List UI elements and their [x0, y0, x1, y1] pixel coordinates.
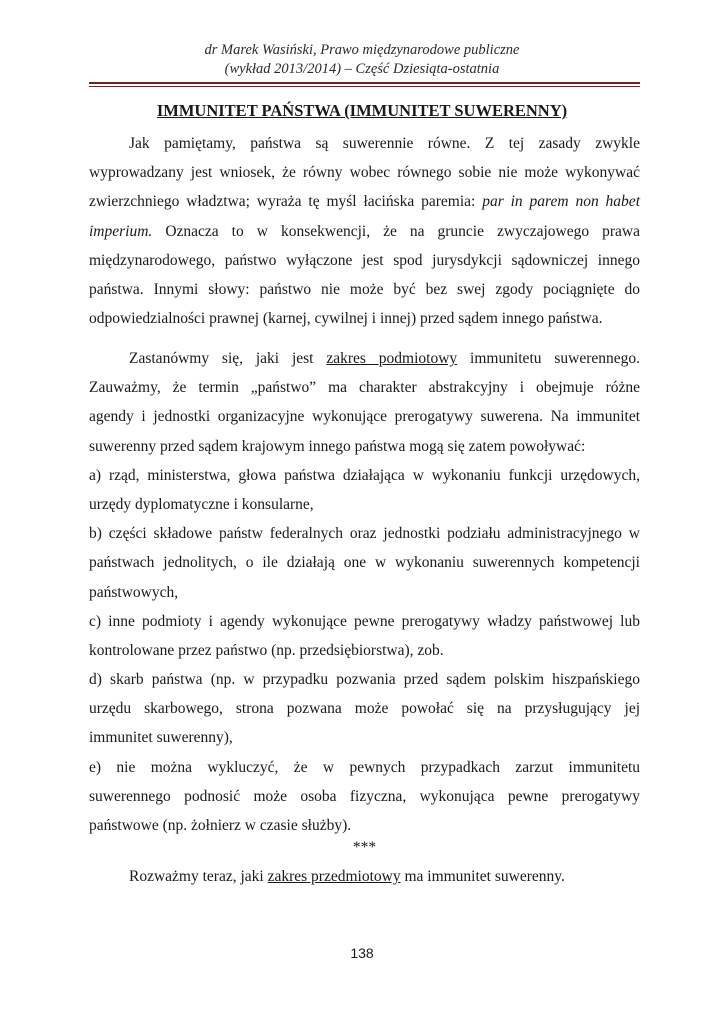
text-line: [89, 187, 640, 216]
text-line: Jak pamiętamy, państwa są suwerennie równe. Z tej zasady zwykle: [129, 135, 640, 152]
text-line: odpowiedzialności prawnej (karnej, cywilnej i innej) przed sądem innego państwa.: [89, 310, 603, 328]
running-header-line2: (wykład 2013/2014) – Część Dziesiąta-ostatnia: [224, 61, 500, 77]
term-underlined: zakres przedmiotowy: [267, 868, 401, 885]
text-line: międzynarodowego, państwo wyłączone jest spod jurysdykcji sądowniczej innego: [89, 251, 640, 269]
text-span: immunitetu suwerennego.: [457, 350, 641, 367]
separator-stars: ***: [352, 839, 377, 856]
text-span: zwierzchniego władztwa; wyraża tę myśl łacińska paremia:: [89, 193, 483, 211]
header-rule-thin: [89, 86, 640, 87]
paragraph-2: [89, 344, 640, 840]
list-item-e-cont: państwowe (np. żołnierz w czasie służby).: [89, 817, 352, 834]
text-line: [89, 862, 640, 891]
section-separator: [89, 833, 640, 862]
text-line: Zauważmy, że termin „państwo” ma charakter abstrakcyjny i obejmuje różne: [89, 379, 640, 397]
list-item-b: b) części składowe państw federalnych oraz jednostki podziału administracyjnego w: [89, 525, 640, 543]
list-item-a: a) rząd, ministerstwa, głowa państwa działająca w wykonaniu funkcji urzędowych,: [89, 466, 640, 484]
list-item-e-cont: suwerennego podnosić może osoba fizyczna, wykonująca pewne prerogatywy: [89, 787, 640, 805]
list-item-d: d) skarb państwa (np. w przypadku pozwania przed sądem polskim hiszpańskiego: [89, 671, 640, 689]
text-line: państwa. Innymi słowy: państwo nie może być bez swej zgody pociągnięte do: [89, 280, 640, 298]
text-line: suwerenny przed sądem krajowym innego państwa mogą się zatem powoływać:: [89, 437, 586, 455]
text-span: Rozważmy teraz, jaki: [129, 868, 268, 885]
header-rule: [89, 82, 640, 84]
list-item-c: c) inne podmioty i agendy wykonujące pewne prerogatywy władzy państwowej lub: [89, 612, 640, 630]
latin-phrase: par in parem non habet: [482, 193, 640, 211]
term-underlined: zakres podmiotowy: [326, 350, 458, 367]
text-span: Zastanówmy się, jaki jest: [129, 350, 327, 367]
text-line: [89, 217, 640, 246]
text-span: ma immunitet suwerenny.: [400, 868, 565, 885]
text-line: wyprowadzany jest wniosek, że równy wobec równego sobie nie może wykonywać: [89, 164, 640, 182]
list-item-b-cont: państwach jednolitych, o ile działają one w wykonaniu suwerennych kompetencji: [89, 554, 640, 572]
paragraph-3: [89, 862, 640, 891]
page-number: 138: [350, 945, 374, 961]
section-title: IMMUNITET PAŃSTWA (IMMUNITET SUWERENNY): [156, 101, 568, 120]
list-item-c-cont: kontrolowane przez państwo (np. przedsiębiorstwa), zob.: [89, 641, 444, 659]
list-item-d-cont: immunitet suwerenny),: [89, 729, 233, 747]
paragraph-1: [89, 129, 640, 333]
text-line: agendy i jednostki organizacyjne wykonujące prerogatywy suwerena. Na immunitet: [89, 408, 640, 426]
text-span: Oznacza to w konsekwencji, że na gruncie zwyczajowego prawa: [152, 222, 640, 240]
text-line: [89, 344, 640, 373]
list-item-d-cont: urzędu skarbowego, strona pozwana może powołać się na przysługujący jej: [89, 700, 640, 718]
list-item-a-cont: urzędy dyplomatyczne i konsularne,: [89, 495, 314, 513]
list-item-b-cont: państwowych,: [89, 583, 179, 601]
latin-phrase-end: imperium.: [89, 222, 153, 240]
running-header-line1: dr Marek Wasiński, Prawo międzynarodowe publiczne: [204, 42, 520, 58]
list-item-e: e) nie można wykluczyć, że w pewnych przypadkach zarzut immunitetu: [89, 758, 640, 776]
